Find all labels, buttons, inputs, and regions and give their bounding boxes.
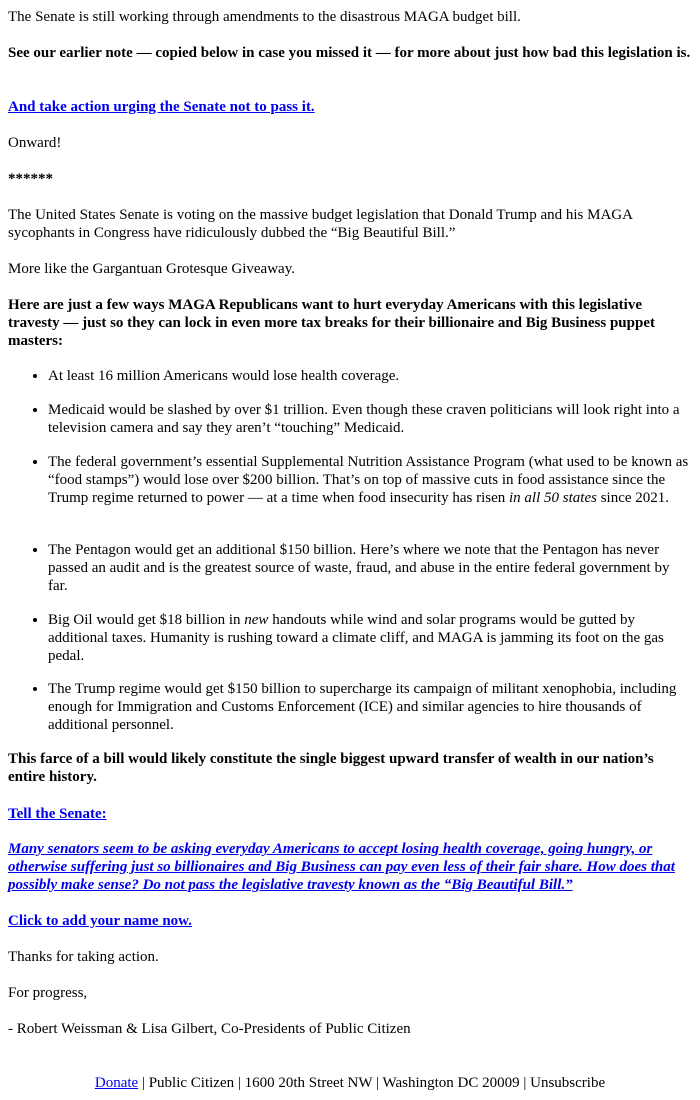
intro-paragraph: The Senate is still working through amendments to the disastrous MAGA budget bill. — [8, 9, 521, 25]
separator-text: ****** — [8, 171, 53, 187]
list-item — [48, 453, 692, 507]
signature-text: - Robert Weissman & Lisa Gilbert, Co-Presidents of Public Citizen — [8, 1021, 411, 1037]
footer-separator: | — [138, 1075, 149, 1091]
email-footer — [0, 1074, 700, 1092]
petition-link[interactable]: Many senators seem to be asking everyday Americans to accept losing health coverage, going hungry, or otherwise suffering just so billionaires and Big Business can pay even less of their fair share. How does that possibly make sense? Do not pass the legislative travesty known as the “Big Beautiful Bill.” — [8, 841, 675, 893]
list-item-emphasis: in all 50 states — [509, 490, 597, 506]
thanks-text: Thanks for taking action. — [8, 949, 159, 965]
list-item-emphasis: new — [244, 612, 269, 628]
unsubscribe-link[interactable]: Unsubscribe — [530, 1075, 606, 1091]
wealth-transfer-paragraph: This farce of a bill would likely constitute the single biggest upward transfer of wealth in our nation’s entire history. — [8, 751, 654, 785]
click-paragraph — [8, 912, 692, 930]
add-name-link[interactable]: Click to add your name now. — [8, 913, 192, 929]
footer-separator: | — [372, 1075, 383, 1091]
for-progress-text: For progress, — [8, 985, 88, 1001]
action-link-paragraph — [8, 98, 692, 116]
footer-separator: | — [519, 1075, 531, 1091]
list-item-text: handouts while wind and solar programs would be gutted by additional taxes. Humanity is rushing toward a climate cliff, and MAGA is jamming its foot on the gas pedal. — [48, 612, 664, 664]
list-item-text: Big Oil would get $18 billion in — [48, 612, 245, 628]
ways-intro-paragraph: Here are just a few ways MAGA Republicans want to hurt everyday Americans with this legislative travesty — just so they can lock in even more tax breaks for their billionaire and Big Business puppet masters: — [8, 297, 655, 349]
list-item: • The Pentagon would get an additional $150 billion. Here’s where we note that the Pentagon has never passed an audit and is the greatest source of waste, fraud, and abuse in the entire federal government by far. — [48, 541, 692, 595]
list-item: • At least 16 million Americans would lose health coverage. — [48, 367, 692, 385]
list-item: • The Trump regime would get $150 billion to supercharge its campaign of militant xenophobia, including enough for Immigration and Customs Enforcement (ICE) and similar agencies to hire thousands of additional personnel. — [48, 680, 692, 734]
footer-city: Washington DC 20009 — [382, 1075, 520, 1091]
list-item: • Medicaid would be slashed by over $1 trillion. Even though these craven politicians will look right into a television camera and say they aren’t “touching” Medicaid. — [48, 401, 692, 437]
footer-address: 1600 20th Street NW — [244, 1075, 373, 1091]
earlier-note-paragraph: See our earlier note — copied below in case you missed it — for more about just how bad this legislation is. — [8, 45, 691, 61]
donate-link[interactable]: Donate — [94, 1075, 139, 1091]
petition-paragraph — [8, 840, 692, 894]
senate-voting-paragraph: The United States Senate is voting on the massive budget legislation that Donald Trump and his MAGA sycophants in Congress have ridiculously dubbed the “Big Beautiful Bill.” — [8, 207, 633, 241]
onward-text: Onward! — [8, 135, 62, 151]
list-item — [48, 611, 692, 665]
take-action-link[interactable]: And take action urging the Senate not to pass it. — [8, 99, 315, 115]
tell-senate-link[interactable]: Tell the Senate: — [8, 806, 107, 822]
list-item-text: since 2021. — [596, 490, 670, 506]
gargantuan-paragraph: More like the Gargantuan Grotesque Giveaway. — [8, 261, 295, 277]
tell-senate-paragraph — [8, 805, 692, 823]
list-item-text: The federal government’s essential Supplemental Nutrition Assistance Program (what used to be known as “food stamps”) would lose over $200 billion. That’s on top of massive cuts in food assistance since the Trump regime returned to power — at a time when food insecurity has risen — [48, 454, 689, 506]
footer-separator: | — [234, 1075, 245, 1091]
footer-org: Public Citizen — [148, 1075, 235, 1091]
